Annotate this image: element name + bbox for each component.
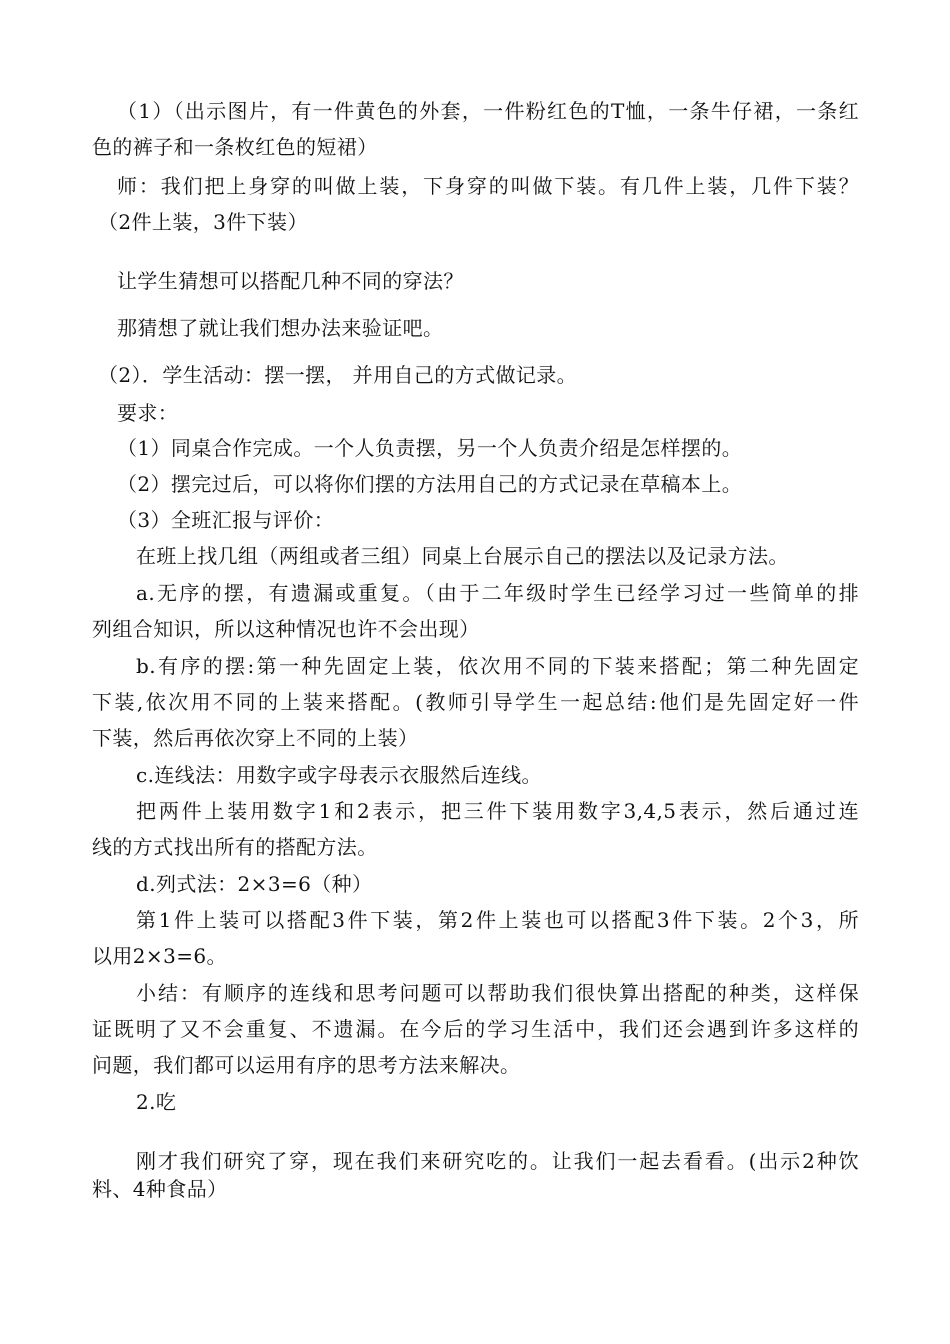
- paragraph-line: 让学生猜想可以搭配几种不同的穿法？: [117, 269, 464, 293]
- section-heading: 2.吃: [136, 1090, 177, 1114]
- paragraph-line: 那猜想了就让我们想办法来验证吧。: [117, 316, 444, 340]
- paragraph-line: 下装,依次用不同的上装来搭配。(教师引导学生一起总结:他们是先固定好一件: [92, 690, 859, 714]
- paragraph-line: 刚才我们研究了穿，现在我们来研究吃的。让我们一起去看看。(出示2种饮: [136, 1149, 859, 1173]
- paragraph-line: 师：我们把上身穿的叫做上装，下身穿的叫做下装。有几件上装，几件下装？: [117, 174, 859, 198]
- paragraph-line: 要求：: [117, 401, 179, 425]
- paragraph-line: b.有序的摆:第一种先固定上装，依次用不同的下装来搭配；第二种先固定: [136, 654, 859, 678]
- paragraph-line: （2件上装，3件下装）: [98, 210, 308, 234]
- list-item: （1）同桌合作完成。一个人负责摆，另一个人负责介绍是怎样摆的。: [117, 436, 743, 460]
- paragraph-line: 第1件上装可以搭配3件下装，第2件上装也可以搭配3件下装。2个3，所: [136, 908, 859, 932]
- paragraph-line: （1）（出示图片，有一件黄色的外套，一件粉红色的T恤，一条牛仔裙，一条红: [117, 99, 859, 123]
- paragraph-line: 小结：有顺序的连线和思考问题可以帮助我们很快算出搭配的种类，这样保: [136, 981, 859, 1005]
- paragraph-line: c.连线法：用数字或字母表示衣服然后连线。: [136, 763, 542, 787]
- paragraph-line: d.列式法：2×3=6（种）: [136, 872, 373, 896]
- paragraph-line: 问题，我们都可以运用有序的思考方法来解决。: [92, 1053, 521, 1077]
- paragraph-line: 色的裤子和一条枚红色的短裙）: [92, 135, 378, 159]
- section-heading: （2）．学生活动：摆一摆， 并用自己的方式做记录。: [98, 363, 578, 387]
- paragraph-line: 以用2×3=6。: [92, 944, 227, 968]
- list-item: （2）摆完过后，可以将你们摆的方法用自己的方式记录在草稿本上。: [117, 472, 743, 496]
- paragraph-line: a.无序的摆，有遗漏或重复。（由于二年级时学生已经学习过一些简单的排: [136, 581, 859, 605]
- list-item: （3）全班汇报与评价：: [117, 508, 335, 532]
- paragraph-line: 证既明了又不会重复、不遗漏。在今后的学习生活中，我们还会遇到许多这样的: [92, 1017, 859, 1041]
- paragraph-line: 线的方式找出所有的搭配方法。: [92, 835, 378, 859]
- paragraph-line: 在班上找几组（两组或者三组）同桌上台展示自己的摆法以及记录方法。: [136, 544, 789, 568]
- paragraph-line: 列组合知识，所以这种情况也许不会出现）: [92, 617, 480, 641]
- paragraph-line: 料、4种食品）: [92, 1177, 228, 1201]
- paragraph-line: 把两件上装用数字1和2表示，把三件下装用数字3,4,5表示，然后通过连: [136, 799, 859, 823]
- paragraph-line: 下装，然后再依次穿上不同的上装）: [92, 726, 419, 750]
